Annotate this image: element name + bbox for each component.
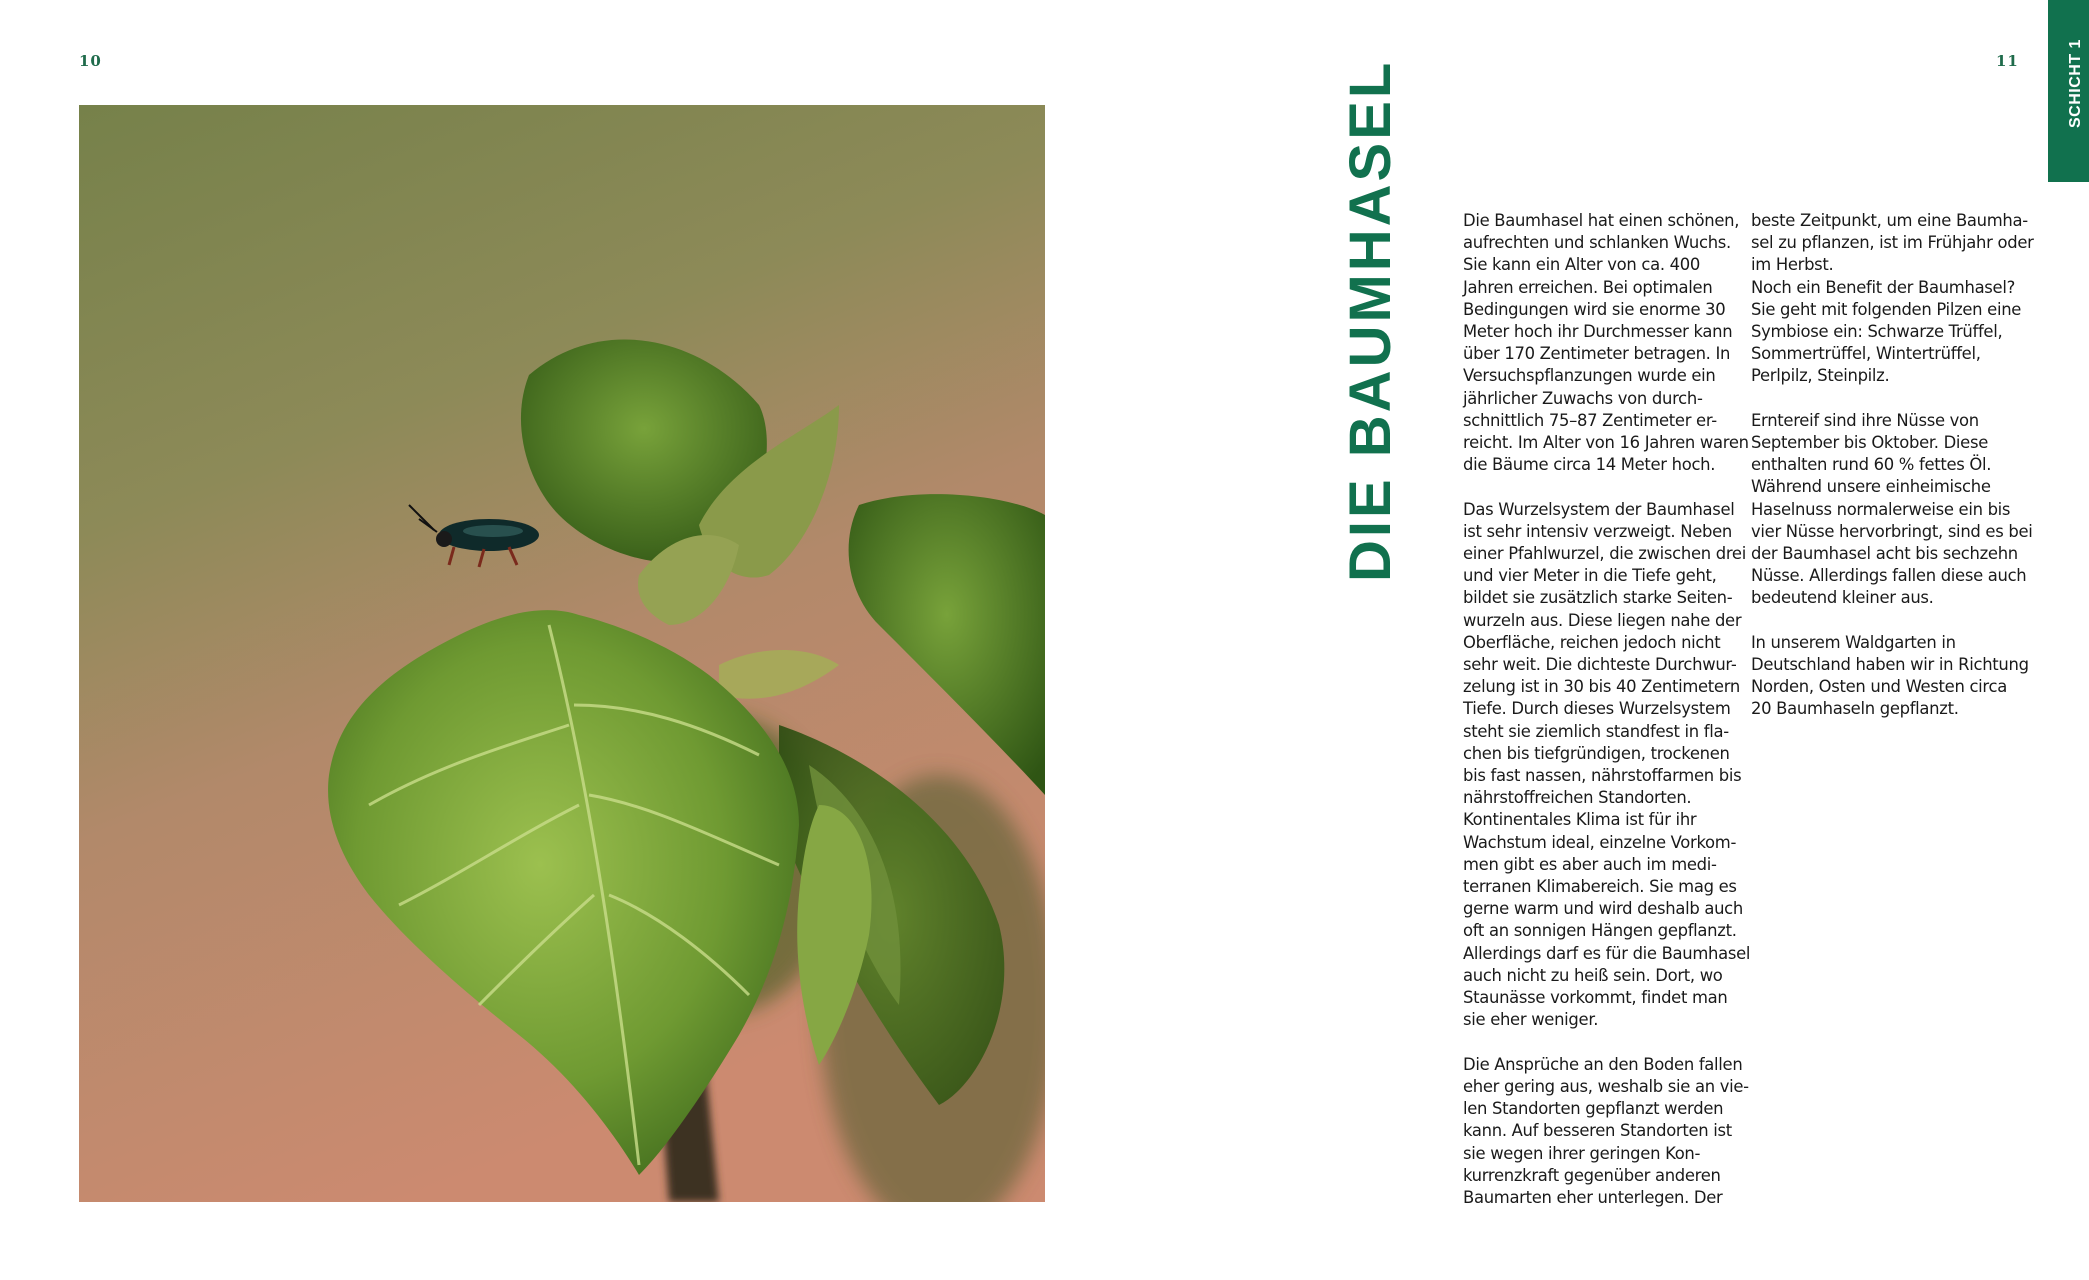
text-line: Nüsse. Allerdings fallen diese auch bbox=[1751, 566, 2027, 586]
text-line: über 170 Zentimeter betragen. In bbox=[1463, 344, 1731, 364]
text-line: wurzeln aus. Diese liegen nahe der bbox=[1463, 610, 1742, 630]
text-line: sehr weit. Die dichteste Durchwur- bbox=[1463, 655, 1737, 675]
paragraph bbox=[1751, 210, 2034, 388]
hazel-leaf-beetle-photo bbox=[79, 105, 1045, 1202]
text-line: steht sie ziemlich standfest in fla- bbox=[1463, 721, 1729, 741]
text-line: die Bäume circa 14 Meter hoch. bbox=[1463, 455, 1716, 475]
text-line: kann. Auf besseren Standorten ist bbox=[1463, 1121, 1732, 1141]
text-line: bis fast nassen, nährstoffarmen bis bbox=[1463, 766, 1742, 786]
text-line: im Herbst. bbox=[1751, 255, 1834, 275]
text-line: len Standorten gepflanzt werden bbox=[1463, 1099, 1724, 1119]
text-line: bedeutend kleiner aus. bbox=[1751, 588, 1934, 608]
text-line: kurrenzkraft gegenüber anderen bbox=[1463, 1165, 1721, 1185]
page-title: DIE BAUMHASEL bbox=[1338, 59, 1403, 582]
text-line: gerne warm und wird deshalb auch bbox=[1463, 899, 1743, 919]
text-line: Tiefe. Durch dieses Wurzelsystem bbox=[1463, 699, 1731, 719]
paragraph bbox=[1751, 632, 2029, 721]
text-line: jährlicher Zuwachs von durch- bbox=[1463, 388, 1703, 408]
text-line: beste Zeitpunkt, um eine Baumha- bbox=[1751, 211, 2028, 230]
text-line: chen bis tiefgründigen, trockenen bbox=[1463, 743, 1730, 763]
text-line: nährstoffreichen Standorten. bbox=[1463, 788, 1692, 808]
text-line: Kontinentales Klima ist für ihr bbox=[1463, 810, 1697, 830]
text-line: Perlpilz, Steinpilz. bbox=[1751, 366, 1890, 386]
text-column-1 bbox=[1463, 210, 1751, 1231]
text-line: Deutschland haben wir in Richtung bbox=[1751, 655, 2029, 675]
text-line: ist sehr intensiv verzweigt. Neben bbox=[1463, 521, 1732, 541]
text-line: aufrechten und schlanken Wuchs. bbox=[1463, 233, 1731, 253]
text-line: sie eher weniger. bbox=[1463, 1010, 1599, 1030]
text-line: Allerdings darf es für die Baumhasel bbox=[1463, 943, 1751, 963]
text-column-2 bbox=[1751, 210, 2034, 743]
text-line: zelung ist in 30 bis 40 Zentimetern bbox=[1463, 677, 1740, 697]
text-line: einer Pfahlwurzel, die zwischen drei bbox=[1463, 544, 1746, 564]
text-line: reicht. Im Alter von 16 Jahren waren bbox=[1463, 433, 1749, 453]
text-line: Haselnuss normalerweise ein bis bbox=[1751, 499, 2011, 519]
paragraph bbox=[1463, 1054, 1749, 1209]
text-line: terranen Klimabereich. Sie mag es bbox=[1463, 877, 1737, 897]
text-line: oft an sonnigen Hängen gepflanzt. bbox=[1463, 921, 1737, 941]
text-line: Noch ein Benefit der Baumhasel? bbox=[1751, 277, 2015, 297]
text-line: In unserem Waldgarten in bbox=[1751, 632, 1956, 652]
text-line: Während unsere einheimische bbox=[1751, 477, 1991, 497]
text-line: Die Ansprüche an den Boden fallen bbox=[1463, 1054, 1743, 1074]
text-line: schnittlich 75–87 Zentimeter er- bbox=[1463, 410, 1717, 430]
paragraph bbox=[1751, 410, 2033, 610]
text-line: Baumarten eher unterlegen. Der bbox=[1463, 1187, 1723, 1207]
paragraph bbox=[1463, 210, 1749, 476]
text-line: Sie geht mit folgenden Pilzen eine bbox=[1751, 299, 2022, 319]
text-line: enthalten rund 60 % fettes Öl. bbox=[1751, 455, 1992, 475]
text-line: Meter hoch ihr Durchmesser kann bbox=[1463, 322, 1733, 342]
text-line: Staunässe vorkommt, findet man bbox=[1463, 988, 1728, 1008]
text-line: Die Baumhasel hat einen schönen, bbox=[1463, 211, 1740, 230]
paragraph bbox=[1463, 499, 1751, 1032]
text-line: men gibt es aber auch im medi- bbox=[1463, 854, 1717, 874]
text-line: Wachstum ideal, einzelne Vorkom- bbox=[1463, 832, 1737, 852]
text-line: September bis Oktober. Diese bbox=[1751, 433, 1988, 453]
text-line: sie wegen ihrer geringen Kon- bbox=[1463, 1143, 1701, 1163]
text-line: Versuchspflanzungen wurde ein bbox=[1463, 366, 1716, 386]
text-line: Oberfläche, reichen jedoch nicht bbox=[1463, 632, 1721, 652]
text-line: und vier Meter in die Tiefe geht, bbox=[1463, 566, 1717, 586]
page-number-left: 10 bbox=[79, 52, 102, 70]
text-line: Norden, Osten und Westen circa bbox=[1751, 677, 2007, 697]
text-line: Symbiose ein: Schwarze Trüffel, bbox=[1751, 322, 2003, 342]
page-number-right: 11 bbox=[1996, 52, 2019, 70]
text-line: Sommertrüffel, Wintertrüffel, bbox=[1751, 344, 1981, 364]
text-line: sel zu pflanzen, ist im Frühjahr oder bbox=[1751, 233, 2034, 253]
text-line: eher gering aus, weshalb sie an vie- bbox=[1463, 1076, 1749, 1096]
chapter-tab-label: SCHICHT 1 bbox=[2067, 39, 2084, 128]
text-line: Jahren erreichen. Bei optimalen bbox=[1463, 277, 1713, 297]
text-line: 20 Baumhaseln gepflanzt. bbox=[1751, 699, 1959, 719]
text-line: vier Nüsse hervorbringt, sind es bei bbox=[1751, 521, 2033, 541]
text-line: auch nicht zu heiß sein. Dort, wo bbox=[1463, 965, 1723, 985]
text-line: der Baumhasel acht bis sechzehn bbox=[1751, 544, 2018, 564]
text-line: bildet sie zusätzlich starke Seiten- bbox=[1463, 588, 1733, 608]
text-line: Sie kann ein Alter von ca. 400 bbox=[1463, 255, 1701, 275]
text-line: Erntereif sind ihre Nüsse von bbox=[1751, 410, 1979, 430]
chapter-tab bbox=[2048, 0, 2089, 182]
text-line: Das Wurzelsystem der Baumhasel bbox=[1463, 499, 1735, 519]
text-line: Bedingungen wird sie enorme 30 bbox=[1463, 299, 1726, 319]
